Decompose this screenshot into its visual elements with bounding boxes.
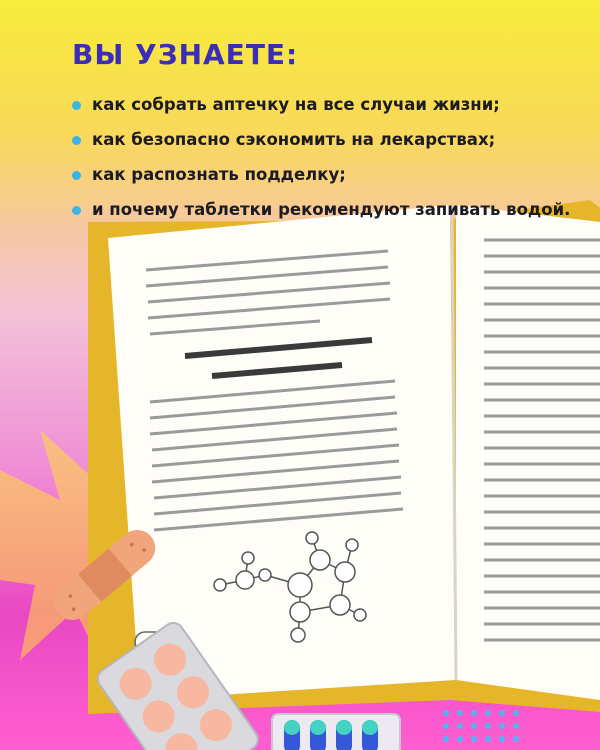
learn-list-section: [72, 38, 572, 235]
list-item: [72, 130, 572, 150]
dot-grid-decoration: [443, 710, 519, 742]
bullet-dot-icon: [72, 206, 81, 215]
list-item-text: и почему таблетки рекомендуют запивать водой.: [92, 200, 571, 219]
bullet-dot-icon: [72, 171, 81, 180]
bullet-dot-icon: [72, 136, 81, 145]
list-item-text: как собрать аптечку на все случаи жизни;: [92, 95, 500, 114]
capsule-pack-illustration: [272, 714, 400, 750]
book-left-page: [108, 205, 455, 700]
book-right-page: [456, 205, 600, 700]
list-item: [72, 95, 572, 115]
headline: ВЫ УЗНАЕТЕ:: [72, 38, 299, 71]
list-item: [72, 165, 572, 185]
list-item: [72, 200, 572, 220]
list-item-text: как распознать подделку;: [92, 165, 346, 184]
bullet-dot-icon: [72, 101, 81, 110]
list-item-text: как безопасно сэкономить на лекарствах;: [92, 130, 496, 149]
bullet-list: [72, 95, 572, 220]
